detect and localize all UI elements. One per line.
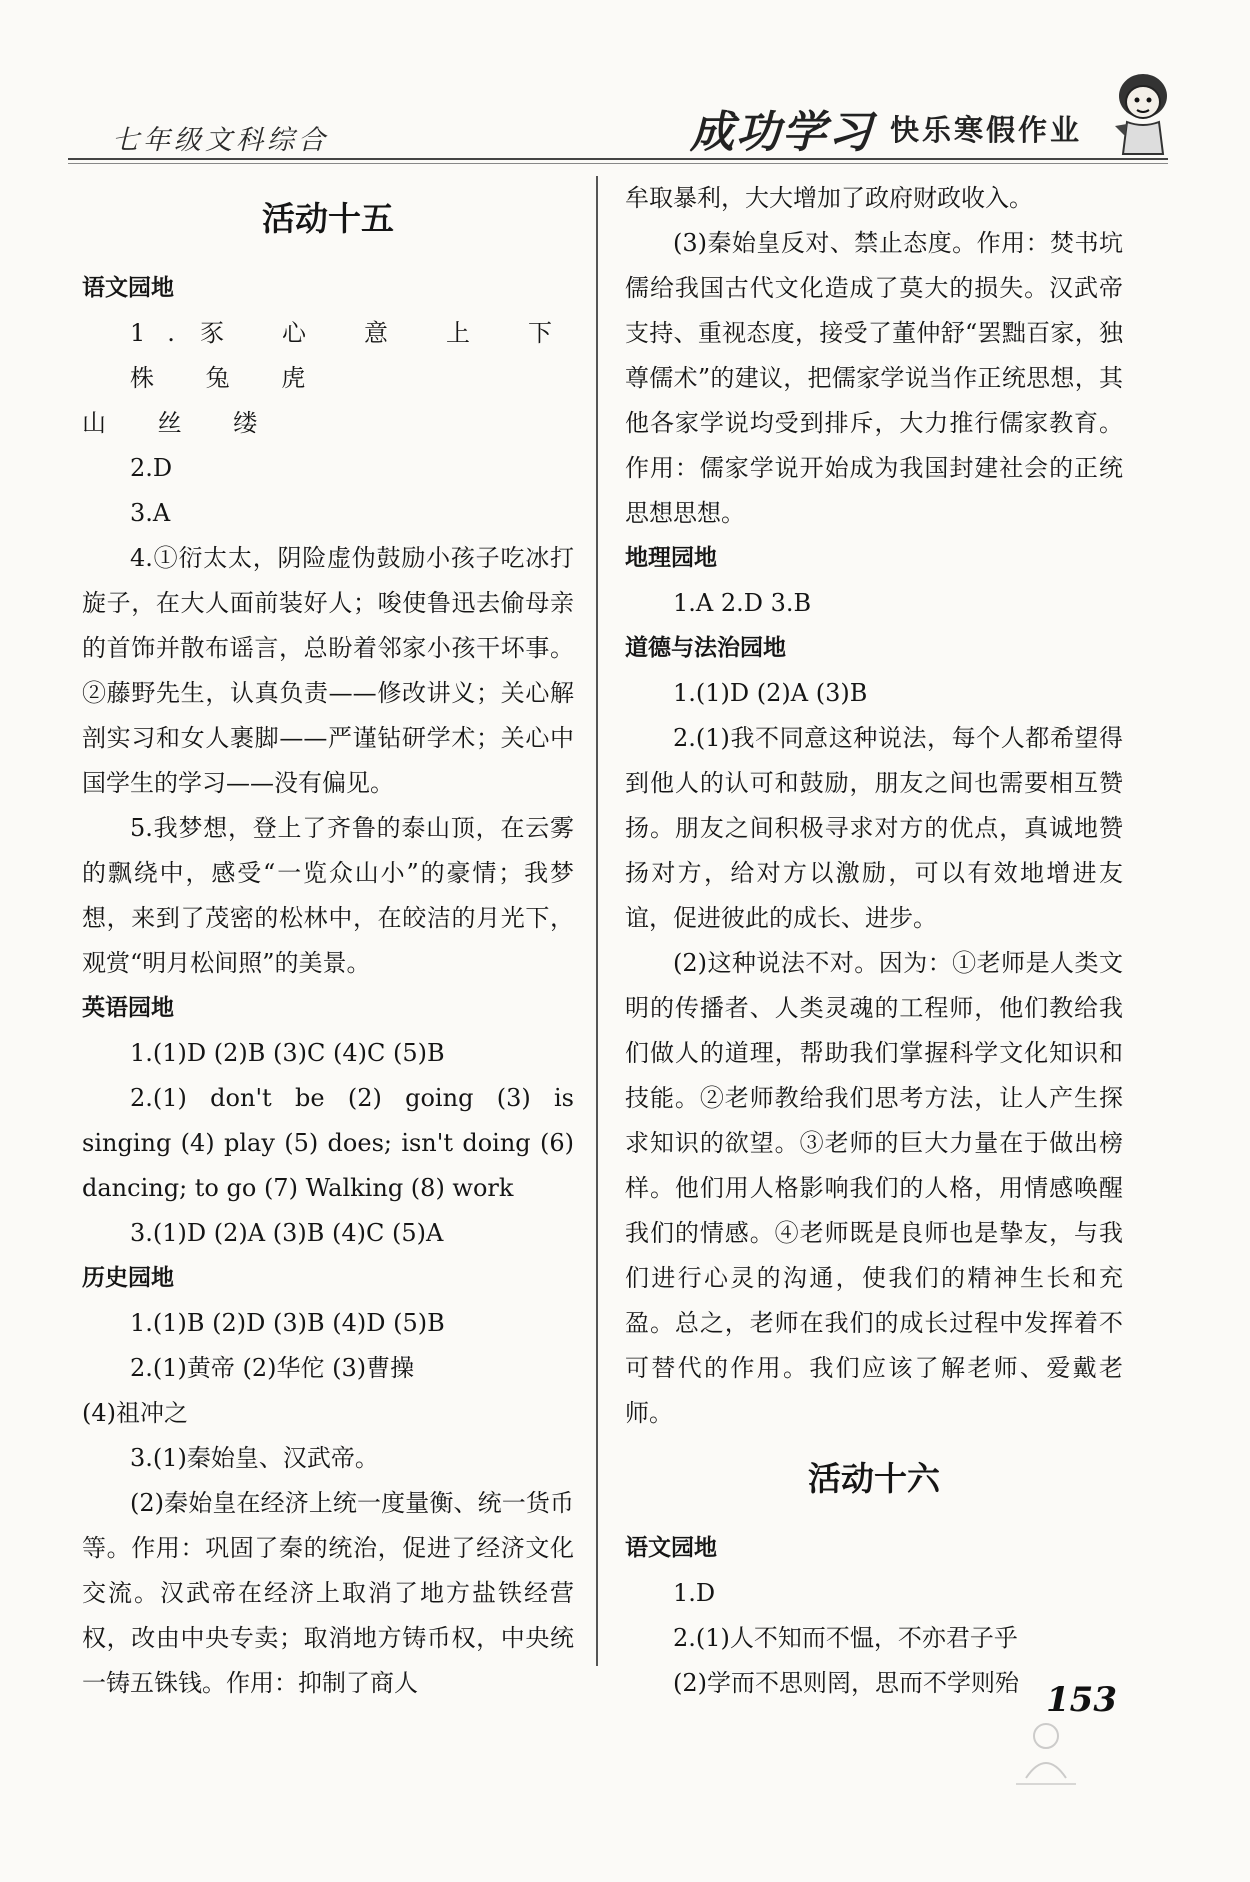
header-book-title: 七年级文科综合 [112, 125, 329, 156]
answer-morality-1: 1.(1)D (2)A (3)B [673, 679, 868, 707]
section-morality-law: 道德与法治园地 [625, 635, 786, 661]
answer-english-3: 3.(1)D (2)A (3)B (4)C (5)A [130, 1219, 444, 1247]
answer-geography-1: 1.A 2.D 3.B [673, 589, 812, 617]
header-brand: 成功学习 [690, 107, 874, 158]
header-rule [68, 158, 1168, 160]
right-column [625, 176, 1123, 1706]
answer-chinese-b-1: 1.D [673, 1579, 716, 1607]
answer-chinese-3: 3.A [130, 499, 171, 527]
section-english: 英语园地 [82, 995, 174, 1021]
activity-16-title: 活动十六 [808, 1459, 940, 1498]
left-column [82, 176, 574, 1706]
answer-history-3-2: (2)秦始皇在经济上统一度量衡、统一货币等。作用：巩固了秦的统治，促进了经济文化交流。汉武帝在经济上取消了地方盐铁经营权，改由中央专卖；取消地方铸币权，中央统一铸五铢钱。作用：抑制了商人 [82, 1489, 574, 1697]
section-chinese-2: 语文园地 [625, 1535, 717, 1561]
answer-history-1: 1.(1)B (2)D (3)B (4)D (5)B [130, 1309, 445, 1337]
answer-history-2-cont: (4)祖冲之 [82, 1399, 188, 1427]
answer-chinese-b-3: (2)学而不思则罔，思而不学则殆 [673, 1669, 1019, 1697]
answer-history-3-2-cont: 牟取暴利，大大增加了政府财政收入。 [625, 184, 1033, 212]
section-history: 历史园地 [82, 1265, 174, 1291]
answer-morality-2-1: 2.(1)我不同意这种说法，每个人都希望得到他人的认可和鼓励，朋友之间也需要相互赞扬。朋友之间积极寻求对方的优点，真诚地赞扬对方，给对方以激励，可以有效地增进友谊，促进彼此的成长、进步。 [625, 724, 1123, 932]
section-geography: 地理园地 [625, 545, 717, 571]
answer-english-1: 1.(1)D (2)B (3)C (4)C (5)B [130, 1039, 445, 1067]
mascot-icon [1105, 66, 1179, 156]
decorative-figure-icon [1006, 1718, 1086, 1788]
answer-chinese-2: 2.D [130, 454, 173, 482]
section-chinese: 语文园地 [82, 275, 174, 301]
answer-chinese-1: 1.豕 心 意 上 下 株 兔 虎 [130, 319, 574, 392]
answer-chinese-5: 5.我梦想，登上了齐鲁的泰山顶，在云雾的飘绕中，感受“一览众山小”的豪情；我梦想，来到了茂密的松林中，在皎洁的月光下，观赏“明月松间照”的美景。 [82, 814, 574, 977]
page-number: 153 [1046, 1680, 1117, 1720]
answer-morality-2-2: (2)这种说法不对。因为：①老师是人类文明的传播者、人类灵魂的工程师，他们教给我们做人的道理，帮助我们掌握科学文化知识和技能。②老师教给我们思考方法，让人产生探求知识的欲望。③老师的巨大力量在于做出榜样。他们用人格影响我们的人格，用情感唤醒我们的情感。④老师既是良师也是挚友，与我们进行心灵的沟通，使我们的精神生长和充盈。总之，老师在我们的成长过程中发挥着不可替代的作用。我们应该了解老师、爱戴老师。 [625, 949, 1123, 1427]
answer-history-3-3: (3)秦始皇反对、禁止态度。作用：焚书坑儒给我国古代文化造成了莫大的损失。汉武帝支持、重视态度，接受了董仲舒“罢黜百家，独尊儒术”的建议，把儒家学说当作正统思想，其他各家学说均受到排斥，大力推行儒家教育。作用：儒家学说开始成为我国封建社会的正统思想思想。 [625, 229, 1123, 527]
activity-15-title: 活动十五 [262, 199, 394, 238]
column-divider [596, 176, 598, 1666]
answer-chinese-1-cont: 山 丝 缕 [82, 409, 280, 437]
answer-chinese-4: 4.①衍太太，阴险虚伪鼓励小孩子吃冰打旋子，在大人面前装好人；唆使鲁迅去偷母亲的首饰并散布谣言，总盼着邻家小孩干坏事。②藤野先生，认真负责——修改讲义；关心解剖实习和女人裹脚——严谨钻研学术；关心中国学生的学习——没有偏见。 [82, 544, 574, 797]
answer-history-3: 3.(1)秦始皇、汉武帝。 [130, 1444, 379, 1472]
answer-english-2: 2.(1) don't be (2) going (3) is singing (4) play (5) does; isn't doing (6) dancing; to go (7) Walking (8) work [82, 1084, 574, 1202]
header-subtitle: 快乐寒假作业 [890, 113, 1083, 147]
header-rule-thin [68, 163, 1168, 164]
answer-history-2: 2.(1)黄帝 (2)华佗 (3)曹操 [130, 1354, 415, 1382]
answer-chinese-b-2: 2.(1)人不知而不愠，不亦君子乎 [673, 1624, 1018, 1652]
